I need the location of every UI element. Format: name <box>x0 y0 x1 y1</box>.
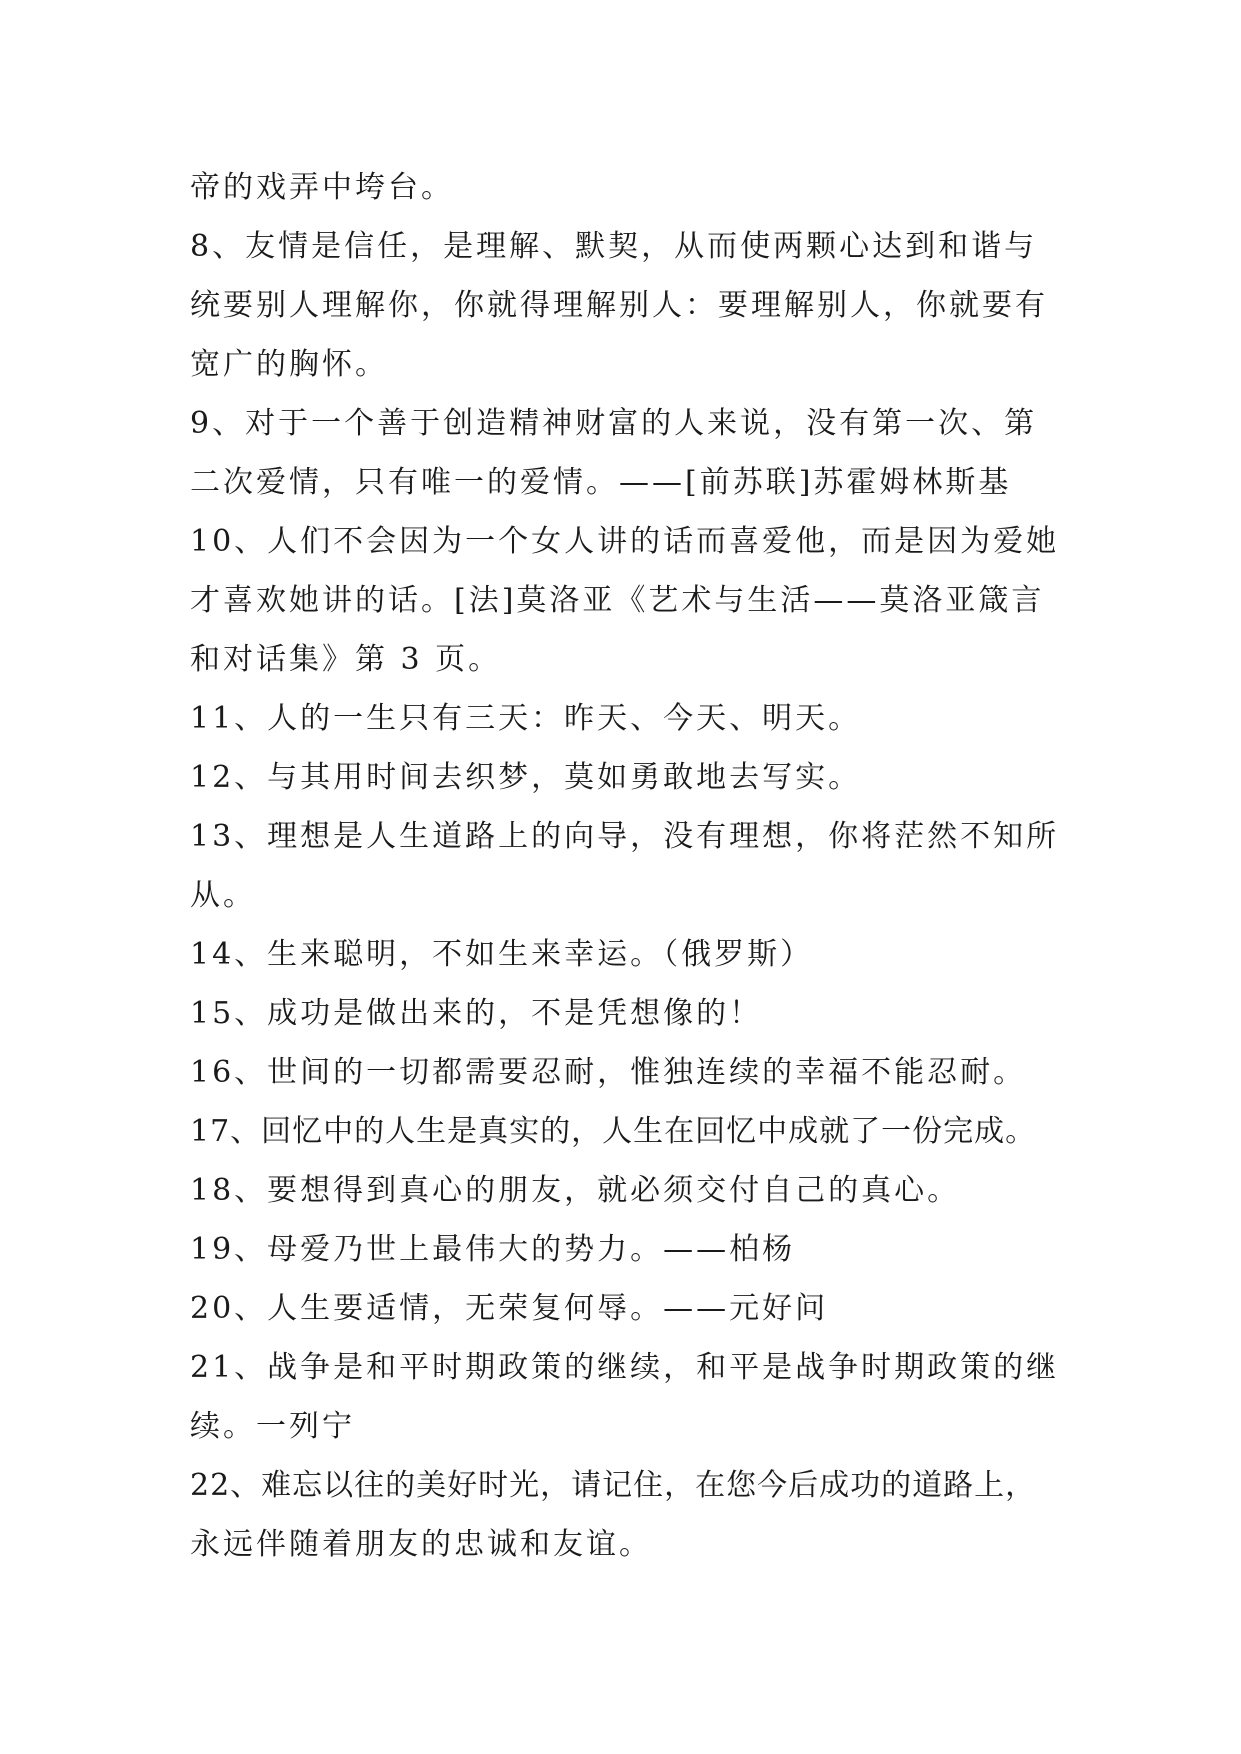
text-line: 9、对于一个善于创造精神财富的人来说，没有第一次、第 <box>190 406 1038 441</box>
text-line: 18、要想得到真心的朋友，就必须交付自己的真心。 <box>190 1173 961 1208</box>
text-line: 宽广的胸怀。 <box>190 347 388 382</box>
text-line: 16、世间的一切都需要忍耐，惟独连续的幸福不能忍耐。 <box>190 1055 1027 1090</box>
text-line: 二次爱情，只有唯一的爱情。——[前苏联]苏霍姆林斯基 <box>190 465 1012 500</box>
text-line: 14、生来聪明，不如生来幸运。（俄罗斯） <box>190 937 814 972</box>
text-line: 15、成功是做出来的，不是凭想像的！ <box>190 996 763 1031</box>
text-line: 和对话集》第 3 页。 <box>190 642 502 677</box>
text-line: 8、友情是信任，是理解、默契，从而使两颗心达到和谐与 <box>190 229 1038 264</box>
text-line: 从。 <box>190 878 256 913</box>
text-line: 10、人们不会因为一个女人讲的话而喜爱他，而是因为爱她 <box>190 524 1060 559</box>
text-line: 13、理想是人生道路上的向导，没有理想，你将茫然不知所 <box>190 819 1060 854</box>
document-page <box>190 158 1060 1574</box>
text-line: 才喜欢她讲的话。[法]莫洛亚《艺术与生活——莫洛亚箴言 <box>190 583 1045 618</box>
text-line: 11、人的一生只有三天：昨天、今天、明天。 <box>190 701 862 736</box>
text-line: 17、回忆中的人生是真实的，人生在回忆中成就了一份完成。 <box>190 1114 1037 1149</box>
text-line: 21、战争是和平时期政策的继续，和平是战争时期政策的继 <box>190 1350 1060 1385</box>
text-line: 20、人生要适情，无荣复何辱。——元好问 <box>190 1291 829 1326</box>
text-line: 统要别人理解你，你就得理解别人：要理解别人，你就要有 <box>190 288 1048 323</box>
text-line: 12、与其用时间去织梦，莫如勇敢地去写实。 <box>190 760 862 795</box>
text-line: 帝的戏弄中垮台。 <box>190 170 454 205</box>
text-line: 续。一列宁 <box>190 1409 355 1444</box>
text-line: 19、母爱乃世上最伟大的势力。——柏杨 <box>190 1232 796 1267</box>
text-line: 永远伴随着朋友的忠诚和友谊。 <box>190 1527 652 1562</box>
text-line: 22、难忘以往的美好时光，请记住，在您今后成功的道路上， <box>190 1468 1037 1503</box>
